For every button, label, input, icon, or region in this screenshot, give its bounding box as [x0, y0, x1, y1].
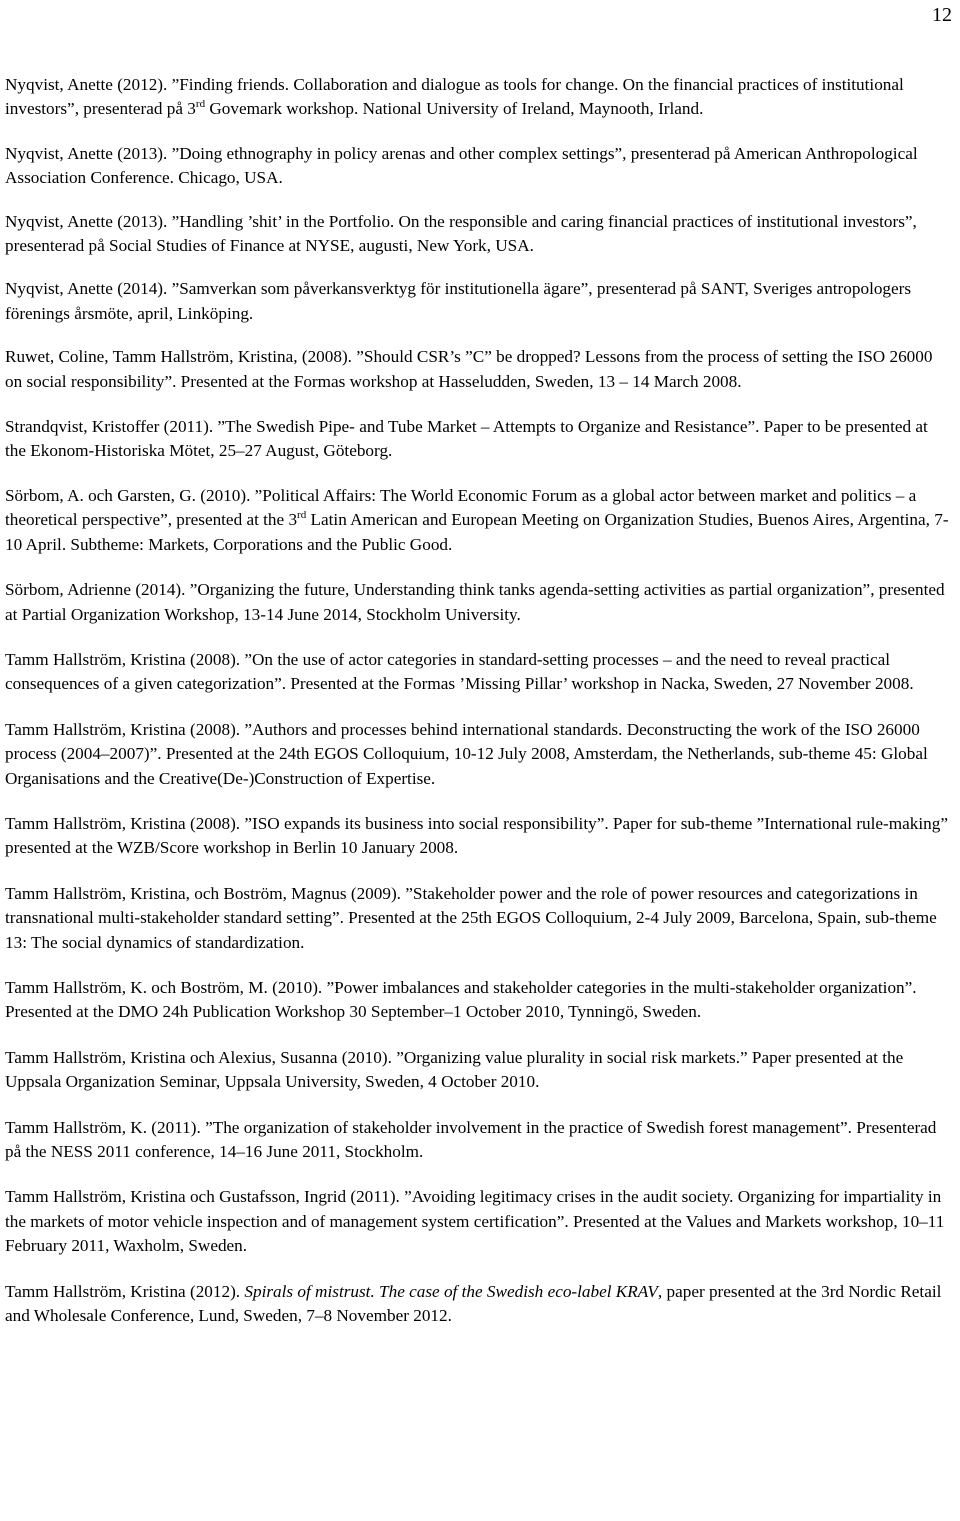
reference-title-italic: Spirals of mistrust. The case of the Swedish eco-label KRAV: [244, 1281, 658, 1301]
superscript: rd: [195, 97, 206, 110]
reference-text: Tamm Hallström, Kristina (2012).: [5, 1281, 245, 1301]
reference-text: Sörbom, A. och Garsten, G. (2010). ”Political Affairs: The World Economic Forum as a global actor between market and politics – a theoretical perspective”, presented at the 3: [5, 485, 917, 530]
reference-text-continued: Govemark workshop. National University of Ireland, Maynooth, Irland.: [205, 99, 704, 119]
page-number: 12: [932, 4, 952, 26]
reference-entry: Tamm Hallström, Kristina (2008). ”On the use of actor categories in standard-setting processes – and the need to reveal practical consequences of a given categorization”. Presented at the Formas ’Missing Pillar’ workshop in Nacka, Sweden, 27 November 2008.: [5, 649, 914, 694]
reference-entry: Nyqvist, Anette (2014). ”Samverkan som påverkansverktyg för institutionella ägare”, presenterad på SANT, Sveriges antropologers förenings årsmöte, april, Linköping.: [5, 279, 912, 323]
reference-entry: [5, 484, 953, 557]
reference-entry: Tamm Hallström, K. (2011). ”The organization of stakeholder involvement in the practice of Swedish forest management”. Presenterad på the NESS 2011 conference, 14–16 June 2011, Stockholm.: [5, 1117, 937, 1161]
reference-text-continued: Latin American and European Meeting on Organization Studies, Buenos Aires, Argentina, 7-10 April. Subtheme: Markets, Corporations and the Public Good.: [5, 510, 949, 554]
reference-text: Nyqvist, Anette (2012). ”Finding friends. Collaboration and dialogue as tools for change. On the financial practices of institutional investors”, presenterad på 3: [5, 75, 904, 119]
reference-entry: Ruwet, Coline, Tamm Hallström, Kristina, (2008). ”Should CSR’s ”C” be dropped? Lessons from the process of setting the ISO 26000 on social responsibility”. Presented at the Formas workshop at Hasseludden, Sweden, 13 – 14 March 2008.: [5, 347, 933, 391]
reference-entry: Tamm Hallström, Kristina och Alexius, Susanna (2010). ”Organizing value plurality in social risk markets.” Paper presented at the Uppsala Organization Seminar, Uppsala University, Sweden, 4 October 2010.: [5, 1047, 904, 1092]
reference-entry: Tamm Hallström, Kristina, och Boström, Magnus (2009). ”Stakeholder power and the role of power resources and categorizations in transnational multi-stakeholder standard setting”. Presented at the 25th EGOS Colloquium, 2-4 July 2009, Barcelona, Spain, sub-theme 13: The social dynamics of standardization.: [5, 883, 937, 952]
reference-entry: Tamm Hallström, K. och Boström, M. (2010). ”Power imbalances and stakeholder categories in the multi-stakeholder organization”. Presented at the DMO 24h Publication Workshop 30 September–1 October 2010, Tynningö, Sweden.: [5, 977, 917, 1022]
reference-entry: Nyqvist, Anette (2013). ”Doing ethnography in policy arenas and other complex settings”, presenterad på American Anthropological Association Conference. Chicago, USA.: [5, 143, 918, 188]
superscript: rd: [297, 508, 307, 521]
reference-list: [5, 73, 953, 1328]
reference-entry: Nyqvist, Anette (2013). ”Handling ’shit’ in the Portfolio. On the responsible and caring financial practices of institutional investors”, presenterad på Social Studies of Finance at NYSE, augusti, New York, USA.: [5, 211, 917, 256]
reference-entry: Tamm Hallström, Kristina och Gustafsson, Ingrid (2011). ”Avoiding legitimacy crises in the audit society. Organizing for impartiality in the markets of motor vehicle inspection and of management system certification”. Presented at the Values and Markets workshop, 10–11 February 2011, Waxholm, Sweden.: [5, 1187, 945, 1256]
reference-text-continued: , paper presented at the 3rd Nordic Retail and Wholesale Conference, Lund, Sweden, 7–8 November 2012.: [5, 1281, 942, 1326]
reference-entry: Tamm Hallström, Kristina (2008). ”ISO expands its business into social responsibility”. Paper for sub-theme ”International rule-making” presented at the WZB/Score workshop in Berlin 10 January 2008.: [5, 813, 948, 858]
reference-entry: Strandqvist, Kristoffer (2011). ”The Swedish Pipe- and Tube Market – Attempts to Organize and Resistance”. Paper to be presented at the Ekonom-Historiska Mötet, 25–27 August, Göteborg.: [5, 417, 928, 461]
reference-entry: Tamm Hallström, Kristina (2008). ”Authors and processes behind international standards. Deconstructing the work of the ISO 26000 process (2004–2007)”. Presented at the 24th EGOS Colloquium, 10-12 July 2008, Amsterdam, the Netherlands, sub-theme 45: Global Organisations and the Creative(De-)Construction of Expertise.: [5, 719, 928, 788]
reference-entry: [5, 73, 953, 122]
reference-entry: Sörbom, Adrienne (2014). ”Organizing the future, Understanding think tanks agenda-setting activities as partial organization”, presented at Partial Organization Workshop, 13-14 June 2014, Stockholm University.: [5, 580, 945, 624]
reference-entry: [5, 1280, 953, 1329]
